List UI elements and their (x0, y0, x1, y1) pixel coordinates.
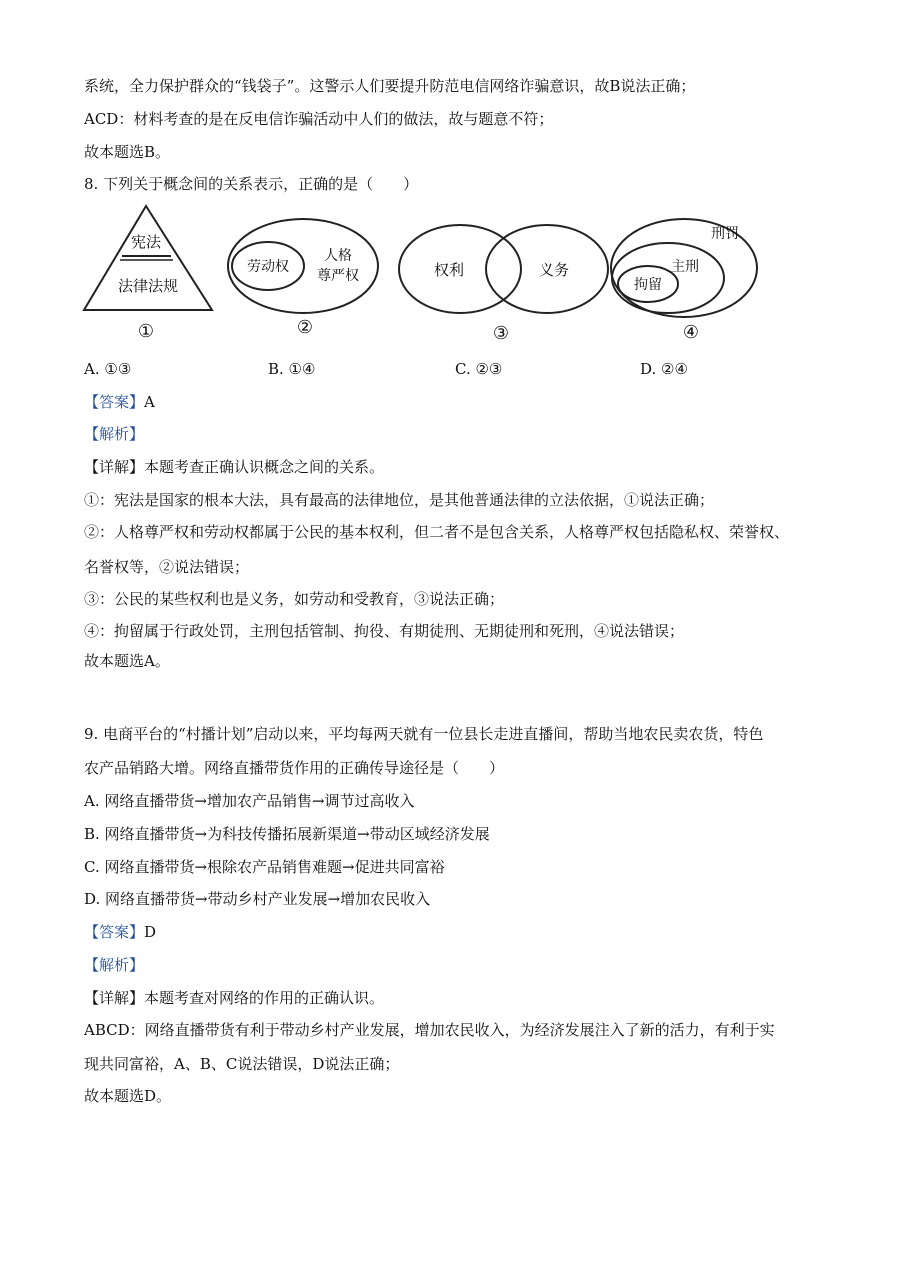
diagram-2-number: ② (296, 317, 314, 338)
diagram-4-outer-label: 刑罚 (711, 226, 739, 242)
q8-conclusion: 故本题选A。 (84, 652, 170, 670)
q9-answer (84, 922, 156, 942)
diagram-1-pyramid (84, 206, 212, 342)
diagram-1-number: ① (137, 321, 155, 342)
q9-answer-value: D (144, 923, 157, 941)
q8-detail-text: 本题考查正确认识概念之间的关系。 (144, 458, 385, 476)
q8-analysis-tag: 【解析】 (84, 425, 145, 443)
q8-answer-value: A (144, 393, 155, 411)
q8-explain-2b: 名誉权等，②说法错误； (84, 558, 250, 576)
diagram-4-number: ④ (682, 322, 700, 343)
q9-detail-tag: 【详解】 (84, 989, 145, 1007)
q9-explain-1b: 现共同富裕，A、B、C说法错误，D说法正确； (84, 1055, 400, 1073)
q7-text-line-1: 系统，全力保护群众的“钱袋子”。这警示人们要提升防范电信网络诈骗意识，故B说法正确； (84, 77, 696, 95)
q9-option-d: D. 网络直播带货→带动乡村产业发展→增加农民收入 (84, 890, 431, 908)
diagram-4-inner-label: 拘留 (634, 277, 662, 293)
q9-explain-1a: ABCD：网络直播带货有利于带动乡村产业发展，增加农民收入，为经济发展注入了新的活力，有利于实 (84, 1021, 775, 1039)
q8-detail (84, 457, 384, 477)
q9-answer-tag: 【答案】 (84, 923, 145, 941)
diagram-3-number: ③ (492, 323, 510, 344)
q7-conclusion: 故本题选B。 (84, 143, 171, 161)
q8-concept-diagrams (80, 200, 780, 345)
diagram-4-nested (611, 219, 757, 343)
q8-stem: 8. 下列关于概念间的关系表示，正确的是（ ） (84, 175, 419, 193)
q8-explain-4: ④：拘留属于行政处罚，主刑包括管制、拘役、有期徒刑、无期徒刑和死刑，④说法错误； (84, 622, 685, 640)
q8-answer-tag: 【答案】 (84, 393, 145, 411)
q8-detail-tag: 【详解】 (84, 458, 145, 476)
diagram-2-outer-label-2: 尊严权 (317, 268, 359, 284)
q9-analysis-tag: 【解析】 (84, 956, 145, 974)
diagram-1-top-label: 宪法 (130, 233, 162, 251)
q7-text-line-2: ACD：材料考查的是在反电信诈骗活动中人们的做法，故与题意不符； (84, 110, 554, 128)
q9-stem-line-1: 9. 电商平台的“村播计划”启动以来，平均每两天就有一位县长走进直播间，帮助当地农民卖农货，特色 (84, 725, 764, 743)
q9-stem-line-2: 农产品销路大增。网络直播带货作用的正确传导途径是（ ） (84, 759, 505, 777)
q8-option-c: C. ②③ (455, 360, 503, 378)
q9-detail-text: 本题考查对网络的作用的正确认识。 (144, 989, 385, 1007)
diagram-3-right-label: 义务 (538, 261, 570, 279)
q9-option-c: C. 网络直播带货→根除农产品销售难题→促进共同富裕 (84, 858, 445, 876)
diagram-3-overlap (399, 225, 608, 344)
diagram-2-outer-label-1: 人格 (324, 248, 352, 264)
q8-explain-2a: ②：人格尊严权和劳动权都属于公民的基本权利，但二者不是包含关系，人格尊严权包括隐私权、荣誉权、 (84, 523, 790, 541)
diagram-4-middle-label: 主刑 (671, 259, 699, 275)
diagram-3-left-label: 权利 (433, 261, 465, 279)
q9-option-a: A. 网络直播带货→增加农产品销售→调节过高收入 (84, 792, 415, 810)
diagram-1-bottom-label: 法律法规 (117, 277, 179, 295)
q9-detail (84, 988, 384, 1008)
diagram-2-inner-label: 劳动权 (247, 259, 289, 275)
q8-explain-1: ①：宪法是国家的根本大法，具有最高的法律地位，是其他普通法律的立法依据，①说法正确； (84, 491, 715, 509)
q8-option-b: B. ①④ (268, 360, 316, 378)
q8-explain-3: ③：公民的某些权利也是义务，如劳动和受教育，③说法正确； (84, 590, 505, 608)
q9-option-b: B. 网络直播带货→为科技传播拓展新渠道→带动区域经济发展 (84, 825, 490, 843)
q9-conclusion: 故本题选D。 (84, 1087, 172, 1105)
q8-option-d: D. ②④ (640, 360, 688, 378)
q8-answer (84, 392, 155, 412)
diagram-2-nested (228, 219, 378, 338)
q8-option-a: A. ①③ (84, 360, 132, 378)
